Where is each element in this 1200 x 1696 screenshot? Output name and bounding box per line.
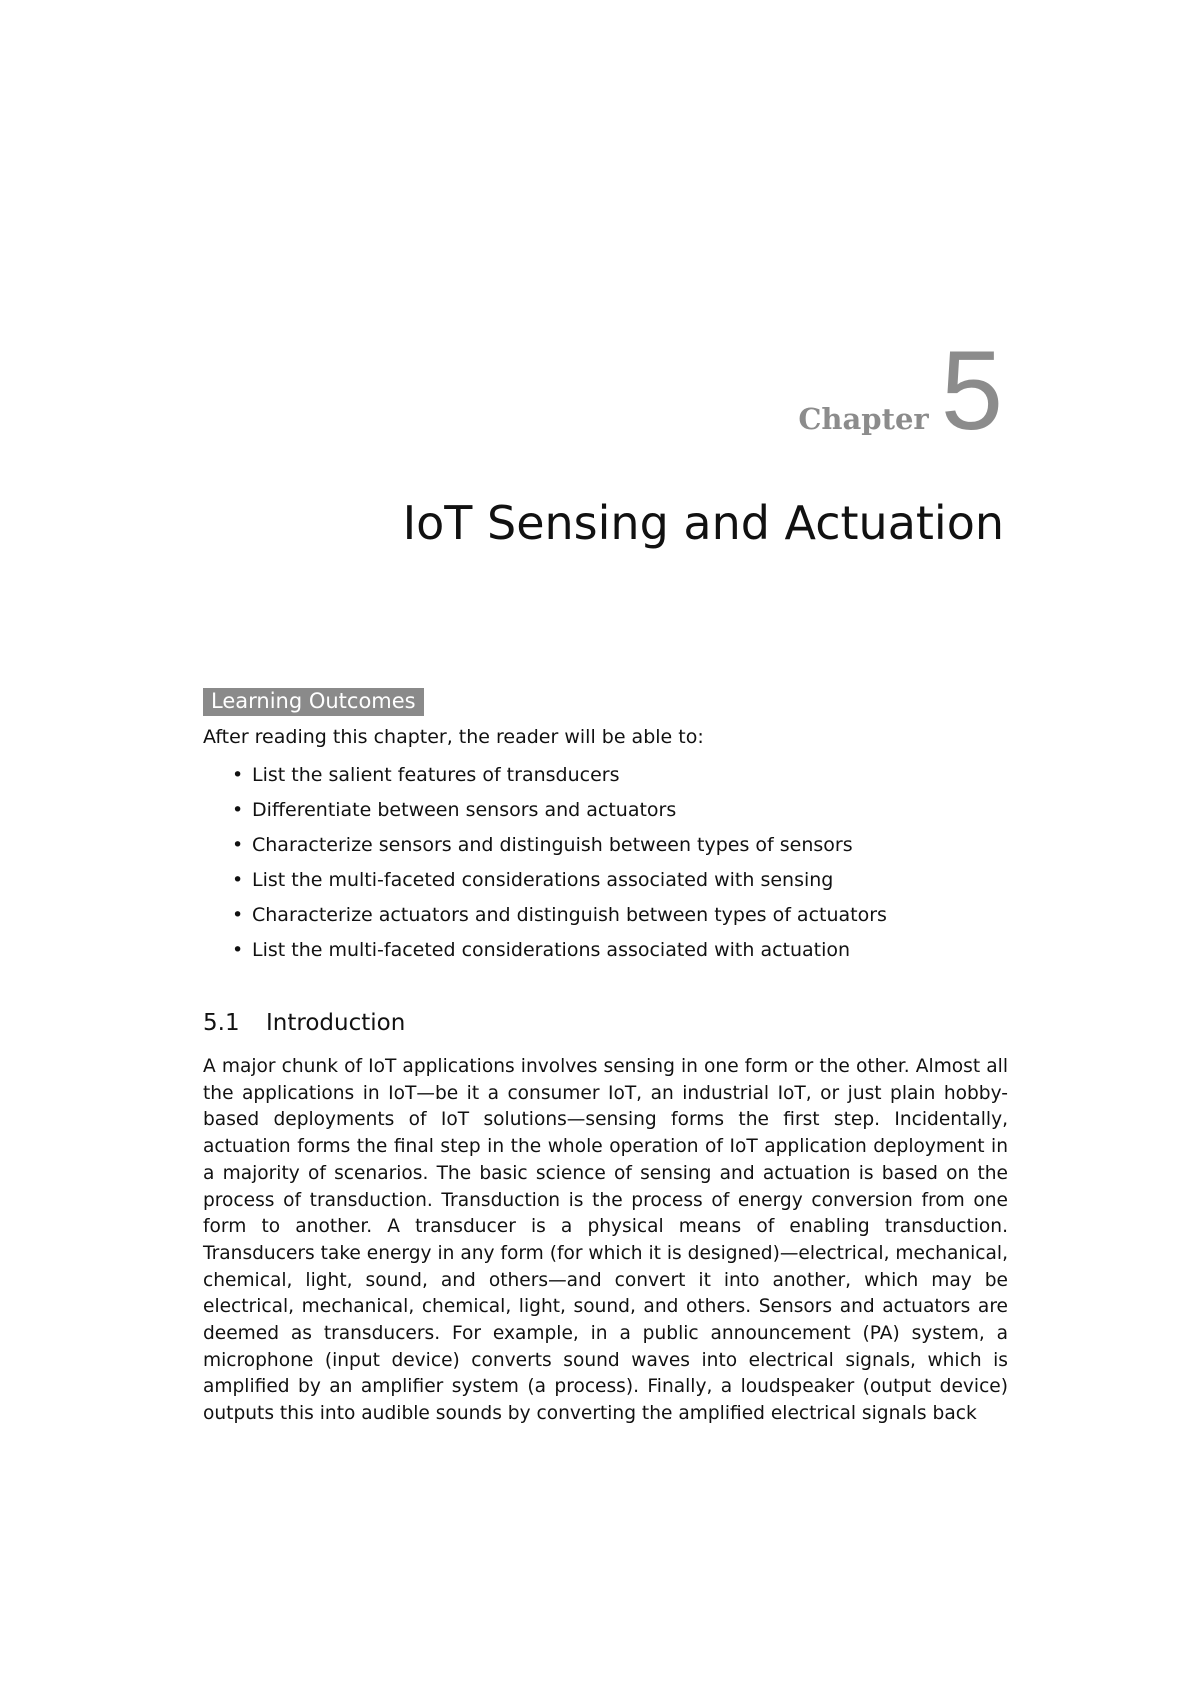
learning-outcome-item: • List the salient features of transducers	[232, 758, 1008, 793]
learning-outcomes-list	[203, 758, 1008, 968]
learning-outcome-item: • Characterize sensors and distinguish between types of sensors	[232, 828, 1008, 863]
learning-outcome-item: • List the multi-faceted considerations associated with sensing	[232, 863, 1008, 898]
section-number: 5.1	[203, 1010, 240, 1036]
chapter-number: 5	[940, 328, 1003, 453]
section-heading	[203, 1010, 1008, 1036]
learning-outcomes-lead: After reading this chapter, the reader will be able to:	[203, 726, 704, 748]
section-paragraph: A major chunk of IoT applications involves sensing in one form or the other. Almost all the applications in IoT—be it a consumer IoT, an industrial IoT, or just plain hobby-based deployments of IoT solutions—sensing forms the first step. Incidentally, actuation forms the final step in the whole operation of IoT application deployment in a majority of scenarios. The basic science of sensing and actuation is based on the process of transduction. Transduction is the process of energy conversion from one form to another. A transducer is a physical means of enabling transduction. Transducers take energy in any form (for which it is designed)—electrical, mechanical, chemical, light, sound, and others—and convert it into another, which may be electrical, mechanical, chemical, light, sound, and others. Sensors and actuators are deemed as transducers. For example, in a public announcement (PA) system, a microphone (input device) converts sound waves into electrical signals, which is amplified by an amplifier system (a process). Finally, a loudspeaker (output device) outputs this into audible sounds by converting the amplified electrical signals back	[203, 1056, 1008, 1425]
chapter-title: IoT Sensing and Actuation	[402, 496, 1004, 550]
chapter-content	[203, 688, 1008, 1428]
learning-outcome-item: • Differentiate between sensors and actuators	[232, 793, 1008, 828]
section-title: Introduction	[266, 1010, 406, 1036]
chapter-label: Chapter	[798, 402, 929, 436]
learning-outcome-item: • List the multi-faceted considerations associated with actuation	[232, 933, 1008, 968]
chapter-header	[798, 328, 1003, 453]
learning-outcome-item: • Characterize actuators and distinguish between types of actuators	[232, 898, 1008, 933]
learning-outcomes-label: Learning Outcomes	[203, 688, 424, 716]
